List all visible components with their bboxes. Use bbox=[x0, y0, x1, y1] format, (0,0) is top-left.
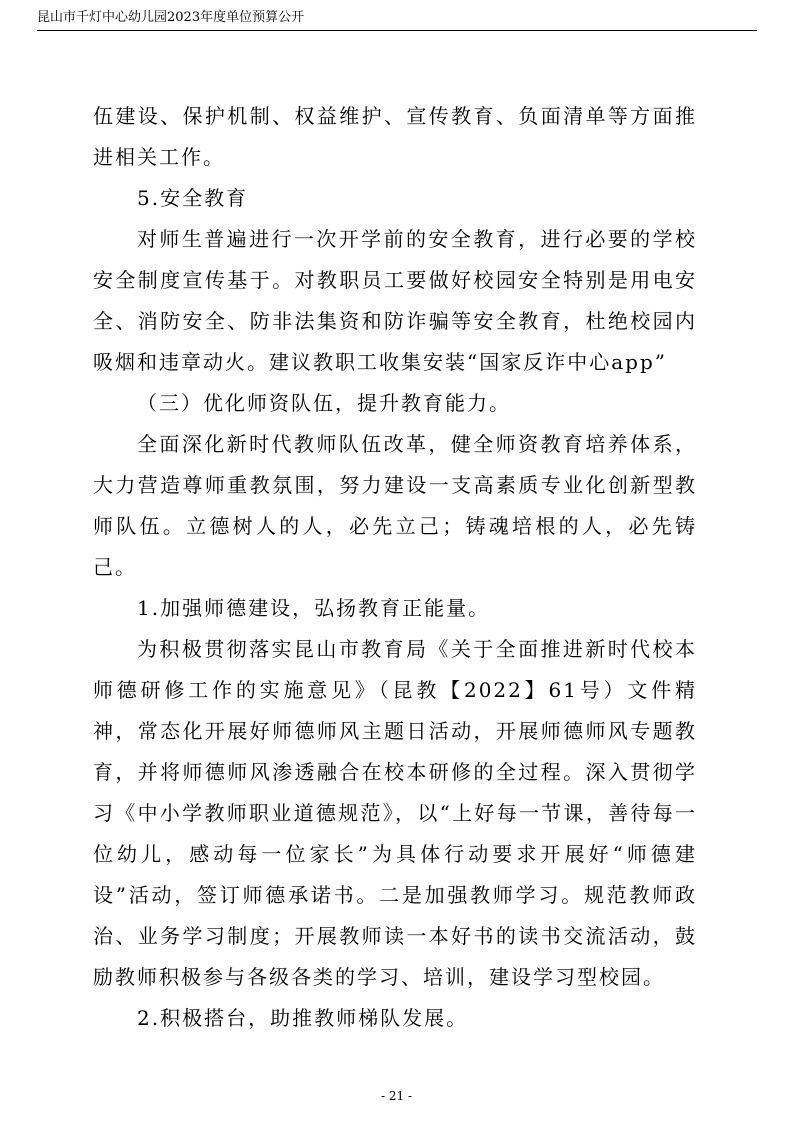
document-body bbox=[93, 96, 697, 1039]
header-divider bbox=[37, 30, 757, 31]
section-heading-optimize-teachers: （三）优化师资队伍，提升教育能力。 bbox=[137, 391, 511, 415]
paragraph-safety-education: 对师生普遍进行一次开学前的安全教育，进行必要的学校安全制度宣传基于。对教职员工要做好校园安全特别是用电安全、消防安全、防非法集资和防诈骗等安全教育，杜绝校园内吸烟和违章动火。建议教职工收集安装“国家反诈中心app” bbox=[93, 227, 697, 374]
paragraph-teacher-reform: 全面深化新时代教师队伍改革，健全师资教育培养体系，大力营造尊师重教氛围，努力建设一支高素质专业化创新型教师队伍。立德树人的人，必先立己；铸魂培根的人，必先铸己。 bbox=[93, 432, 697, 579]
section-heading-ethics: 1.加强师德建设，弘扬教育正能量。 bbox=[137, 596, 491, 620]
paragraph-ethics: 为积极贯彻落实昆山市教育局《关于全面推进新时代校本师德研修工作的实施意见》（昆教【2022】61号）文件精神，常态化开展好师德师风主题日活动，开展师德师风专题教育，并将师德师风渗透融合在校本研修的全过程。深入贯彻学习《中小学教师职业道德规范》，以“上好每一节课，善待每一位幼儿，感动每一位家长”为具体行动要求开展好“师德建设”活动，签订师德承诺书。二是加强教师学习。规范教师政治、业务学习制度；开展教师读一本好书的读书交流活动，鼓励教师积极参与各级各类的学习、培训，建设学习型校园。 bbox=[93, 637, 697, 989]
paragraph-continuation: 伍建设、保护机制、权益维护、宣传教育、负面清单等方面推进相关工作。 bbox=[93, 104, 697, 169]
section-heading-safety-education: 5.安全教育 bbox=[137, 186, 249, 210]
section-heading-teacher-development: 2.积极搭台，助推教师梯队发展。 bbox=[137, 1006, 469, 1030]
page-header-title: 昆山市千灯中心幼儿园2023年度单位预算公开 bbox=[37, 10, 305, 25]
page-number: - 21 - bbox=[380, 1089, 412, 1103]
